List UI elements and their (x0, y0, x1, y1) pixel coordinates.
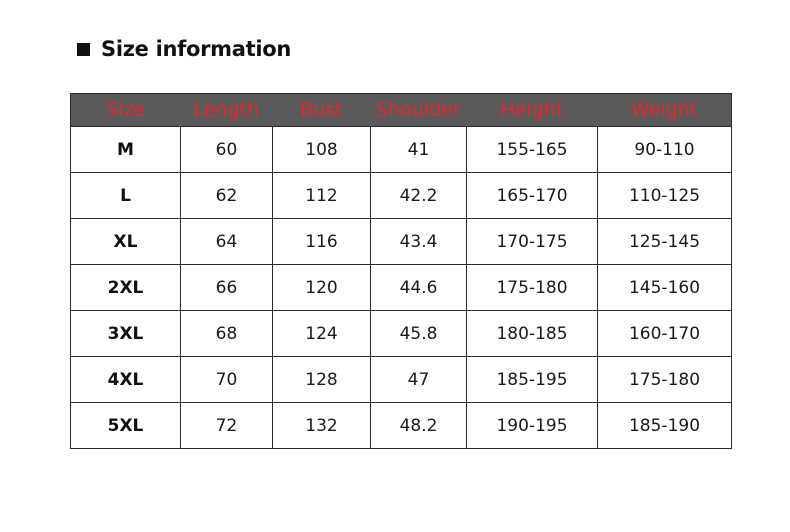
column-header-length: Length (181, 94, 273, 127)
length-cell: 60 (181, 127, 273, 173)
size-cell: 5XL (71, 403, 181, 449)
weight-cell: 125-145 (598, 219, 732, 265)
weight-cell: 175-180 (598, 357, 732, 403)
height-cell: 175-180 (467, 265, 598, 311)
bust-cell: 124 (273, 311, 371, 357)
shoulder-cell: 42.2 (371, 173, 467, 219)
height-cell: 180-185 (467, 311, 598, 357)
square-bullet-icon (77, 43, 90, 56)
table-row (71, 311, 732, 357)
shoulder-cell: 47 (371, 357, 467, 403)
column-header-size: Size (71, 94, 181, 127)
size-cell: L (71, 173, 181, 219)
length-cell: 70 (181, 357, 273, 403)
size-cell: 3XL (71, 311, 181, 357)
bust-cell: 116 (273, 219, 371, 265)
length-cell: 62 (181, 173, 273, 219)
table-row (71, 127, 732, 173)
height-cell: 185-195 (467, 357, 598, 403)
table-header-row (71, 94, 732, 127)
weight-cell: 90-110 (598, 127, 732, 173)
size-table (70, 93, 732, 449)
height-cell: 190-195 (467, 403, 598, 449)
length-cell: 72 (181, 403, 273, 449)
weight-cell: 160-170 (598, 311, 732, 357)
bust-cell: 132 (273, 403, 371, 449)
table-row (71, 219, 732, 265)
section-title: Size information (101, 37, 292, 61)
size-cell: XL (71, 219, 181, 265)
table-row (71, 357, 732, 403)
table-row (71, 265, 732, 311)
weight-cell: 110-125 (598, 173, 732, 219)
shoulder-cell: 43.4 (371, 219, 467, 265)
length-cell: 66 (181, 265, 273, 311)
column-header-weight: Weight (598, 94, 732, 127)
weight-cell: 145-160 (598, 265, 732, 311)
column-header-height: Height (467, 94, 598, 127)
bust-cell: 120 (273, 265, 371, 311)
column-header-shoulder: Shoulder (371, 94, 467, 127)
height-cell: 165-170 (467, 173, 598, 219)
table-row (71, 403, 732, 449)
height-cell: 170-175 (467, 219, 598, 265)
table-row (71, 173, 732, 219)
bust-cell: 128 (273, 357, 371, 403)
length-cell: 64 (181, 219, 273, 265)
weight-cell: 185-190 (598, 403, 732, 449)
bust-cell: 108 (273, 127, 371, 173)
size-cell: M (71, 127, 181, 173)
column-header-bust: Bust (273, 94, 371, 127)
size-cell: 2XL (71, 265, 181, 311)
shoulder-cell: 41 (371, 127, 467, 173)
shoulder-cell: 45.8 (371, 311, 467, 357)
shoulder-cell: 44.6 (371, 265, 467, 311)
length-cell: 68 (181, 311, 273, 357)
section-heading (77, 34, 291, 64)
size-cell: 4XL (71, 357, 181, 403)
height-cell: 155-165 (467, 127, 598, 173)
bust-cell: 112 (273, 173, 371, 219)
shoulder-cell: 48.2 (371, 403, 467, 449)
